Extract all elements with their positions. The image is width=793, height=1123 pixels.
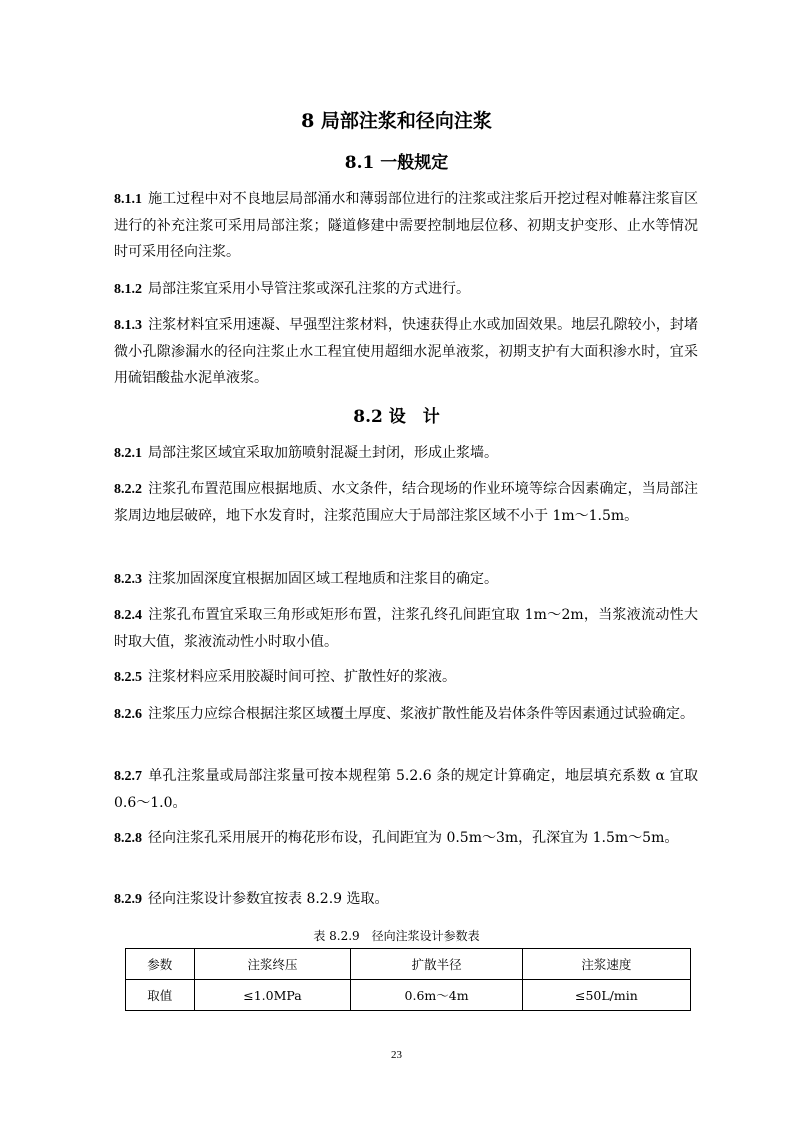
clause-number: 8.2.1: [114, 446, 142, 461]
clause-text: 局部注浆区域宜采取加筋喷射混凝土封闭，形成止浆墙。: [148, 445, 498, 461]
clause-number: 8.2.6: [114, 707, 142, 722]
section-title-8-2: 8.2 设 计: [353, 407, 440, 427]
clause-number: 8.2.3: [114, 572, 142, 587]
clause-8-2-1: [114, 440, 698, 467]
clause-text: 注浆压力应综合根据注浆区域覆土厚度、浆液扩散性能及岩体条件等因素通过试验确定。: [148, 706, 694, 722]
clause-8-2-4: [114, 602, 698, 655]
clause-8-2-6: [114, 701, 698, 728]
table-cell: 0.6m～4m: [351, 980, 522, 1011]
table-header-row: [126, 949, 691, 980]
clause-text: 径向注浆孔采用展开的梅花形布设，孔间距宜为 0.5m～3m，孔深宜为 1.5m～5m。: [148, 830, 679, 846]
chapter-title: 8 局部注浆和径向注浆: [301, 110, 492, 132]
table-row: [126, 980, 691, 1011]
clause-text: 局部注浆宜采用小导管注浆或深孔注浆的方式进行。: [148, 281, 470, 297]
clause-8-1-3: [114, 312, 698, 391]
clause-number: 8.2.4: [114, 608, 142, 623]
table-cell: ≤1.0MPa: [194, 980, 351, 1011]
clause-8-2-9: [114, 886, 698, 913]
clause-text: 注浆材料应采用胶凝时间可控、扩散性好的浆液。: [148, 669, 456, 685]
clause-text: 注浆加固深度宜根据加固区域工程地质和注浆目的确定。: [148, 571, 498, 587]
clause-number: 8.1.1: [114, 192, 142, 207]
clause-8-2-8: [114, 825, 698, 852]
table-header-cell: 扩散半径: [351, 949, 522, 980]
clause-8-2-7: [114, 763, 698, 816]
table-cell: ≤50L/min: [522, 980, 690, 1011]
clause-8-2-3: [114, 566, 698, 593]
clause-number: 8.2.7: [114, 769, 142, 784]
clause-number: 8.2.8: [114, 831, 142, 846]
clause-8-2-2: [114, 476, 698, 529]
clause-text: 径向注浆设计参数宜按表 8.2.9 选取。: [148, 891, 389, 907]
clause-number: 8.1.2: [114, 282, 142, 297]
clause-number: 8.1.3: [114, 318, 142, 333]
clause-text: 注浆材料宜采用速凝、早强型注浆材料，快速获得止水或加固效果。地层孔隙较小，封堵微小孔隙渗漏水的径向注浆止水工程宜使用超细水泥单液浆，初期支护有大面积渗水时，宜采用硫铝酸盐水泥单液浆。: [114, 317, 698, 386]
section-title-8-1: 8.1 一般规定: [344, 153, 449, 173]
page-number: 23: [391, 1049, 402, 1061]
clause-number: 8.2.9: [114, 892, 142, 907]
clause-number: 8.2.2: [114, 482, 142, 497]
parameter-table: [125, 948, 691, 1011]
table-caption: 表 8.2.9 径向注浆设计参数表: [313, 929, 480, 943]
clause-text: 施工过程中对不良地层局部涌水和薄弱部位进行的注浆或注浆后开挖过程对帷幕注浆盲区进行的补充注浆可采用局部注浆；隧道修建中需要控制地层位移、初期支护变形、止水等情况时可采用径向注浆。: [114, 191, 698, 260]
table-header-cell: 注浆速度: [522, 949, 690, 980]
clause-text: 单孔注浆量或局部注浆量可按本规程第 5.2.6 条的规定计算确定，地层填充系数 α 宜取 0.6～1.0。: [114, 768, 698, 811]
clause-8-1-2: [114, 276, 698, 303]
clause-8-1-1: [114, 186, 698, 265]
clause-8-2-5: [114, 664, 698, 691]
clause-text: 注浆孔布置宜采取三角形或矩形布置，注浆孔终孔间距宜取 1m～2m，当浆液流动性大时取大值，浆液流动性小时取小值。: [114, 607, 698, 650]
clause-text: 注浆孔布置范围应根据地质、水文条件，结合现场的作业环境等综合因素确定，当局部注浆周边地层破碎，地下水发育时，注浆范围应大于局部注浆区域不小于 1m～1.5m。: [114, 481, 698, 524]
table-cell: 取值: [126, 980, 195, 1011]
clause-number: 8.2.5: [114, 670, 142, 685]
table-header-cell: 参数: [126, 949, 195, 980]
table-header-cell: 注浆终压: [194, 949, 351, 980]
